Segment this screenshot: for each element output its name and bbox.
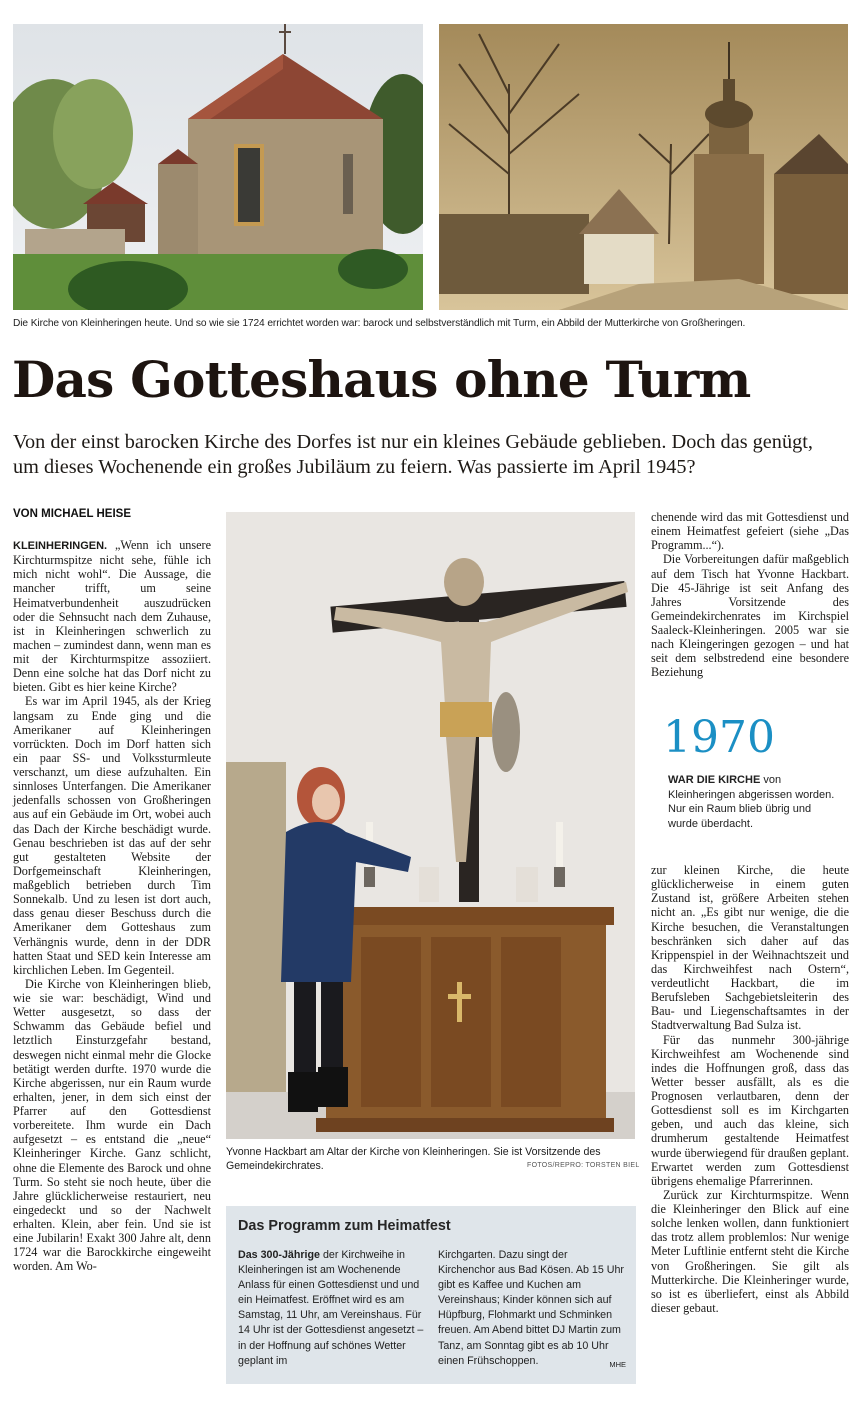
article-column-3-bottom (651, 863, 849, 1315)
factbox-column-2: Kirchgarten. Dazu singt der Kirchenchor aus Bad Kösen. Ab 15 Uhr gibt es Kaffee und Kuchen am Vereinshaus; Kinder können sich auf Hüpfburg, Flohmarkt und Schminken freuen. Am Abend bittet DJ Martin zum Tanz, am Sonntag gibt es ab 10 Uhr einen Frühschoppen. MHE (438, 1248, 626, 1372)
altar-photo (226, 512, 635, 1139)
standfirst: Von der einst barocken Kirche des Dorfes ist nur ein kleines Gebäude geblieben. Doch das genügt, um dieses Wochenende ein großes Jubiläum zu feiern. Was passierte im April 1945? (13, 431, 813, 478)
article-paragraph: Die Kirche von Kleinheringen blieb, wie sie war: beschädigt, Wind und Wetter ausgesetzt, so dass der Schwamm das Gebäude befiel und letztlich Einsturzgefahr bestand, deswegen nicht einmal mehr die Glocke betätigt werden durfte. 1970 wurde die Kirche abgerissen, nur ein Raum wurde erhalten, jener, in dem sich einst der Pfarrer auf den Gottesdienst vorbereitete. Ihm wurde ein Dach aufgesetzt – es entstand die „neue“ Kleinheringer Kirche. Ganz schlicht, ohne die Elemente des Barock und ohne Turm. So steht sie noch heute, über die Jahre glücklicherweise restauriert, neu eingedeckt und so der Nachwelt erhalten. Klein, aber fein. Und sie ist eine Jubilarin! Exakt 300 Jahre alt, denn 1724 war die Barockkirche eingeweiht worden. Am Wo- (13, 976, 211, 1274)
dateline: KLEINHERINGEN. (13, 540, 108, 552)
highlight-lead: WAR DIE KIRCHE (668, 774, 761, 786)
article-paragraph: KLEINHERINGEN. „Wenn ich unsere Kirchturmspitze nicht sehe, fühle ich mich nicht wohl“. Die Aussage, die mancher trifft, um seine Heimatverbundenheit auszudrücken oder die Sehnsucht nach dem Zuhause, ist in Kleinheringen schwerlich zu machen – zumindest dann, wenn man es mit der Kirchturmspitze assoziiert. Denn eine solche hat das Dorf nicht zu bieten. Gibt es hier keine Kirche? (13, 538, 212, 695)
factbox-author: MHE (609, 1359, 626, 1369)
article-paragraph: Für das nunmehr 300-jährige Kirchweihfest am Wochenende sind indes die Hoffnungen groß, dass das Wetter besser ausfällt, als es die Prognosen verlautbaren, denn der Gottesdienst soll es im Kirchgarten geben, und auch das kleine, sich drumherum gestaltende Heimatfest wurde überwiegend für draußen geplant. Erwartet werden zum Gottesdienst übrigens ehemalige Pfarrerinnen. (651, 1032, 849, 1188)
photo-credit: FOTOS/REPRO: TORSTEN BIEL (527, 1162, 640, 1169)
headline: Das Gotteshaus ohne Turm (12, 350, 751, 409)
church-photo-today (13, 24, 423, 310)
article-paragraph: Die Vorbereitungen dafür maßgeblich auf dem Tisch hat Yvonne Hackbart. Die 45-Jährige ist seit Anfang des Jahres Vorsitzende des Gemeindekirchenrates im Kirchspiel Saaleck-Kleinheringen. 2005 war sie nach Kleingeringen gezogen – und hat seit dem selbstredend eine besondere Beziehung (651, 552, 849, 680)
factbox-column-1: Das 300-Jährige der Kirchweihe in Kleinheringen ist am Wochenende Anlass für einen Gottesdienst und und ein Heimatfest. Eröffnet wird es am Samstag, 11 Uhr, am Vereinshaus. Für 14 Uhr ist der Gottesdienst angesetzt – in der Hoffnung auf schönes Wetter geplant im (238, 1249, 424, 1367)
article-paragraph: Es war im April 1945, als der Krieg langsam zu Ende ging und die Amerikaner auf Kleinheringen vorrückten. Doch im Dorf hatten sich ein paar SS- und Volkssturmleute verschanzt, um diese aufzuhalten. Ein sinnloses Unterfangen. Die Amerikaner jedenfalls schossen von Großheringen aus auf ein Gebäude im Ort, wobei auch das Dach der Kirche beschädigt wurde. Genau beschrieben ist das auf der sehr gut gestalteten Website der Dorfgemeinschaft Kleinheringen, maßgeblich betrieben durch Tim Sonnekalb. Und zu lesen ist dort auch, dass genau dieser Beschuss durch die Amerikaner dem Gotteshaus zum Verhängnis wurde, denn in der DDR hatten Staat und SED kein Interesse am kirchlichen Leben. Im Gegenteil. (13, 694, 211, 977)
byline: VON MICHAEL HEISE (13, 508, 131, 520)
article-paragraph: Zurück zur Kirchturmspitze. Wenn die Kleinheringer den Blick auf eine solche lenken wollen, dann funktioniert das trotz allem problemlos: Nur wenige Meter Luftlinie entfernt steht die Kirche von Großheringen. Sie gilt als Mutterkirche. Die Kleinheringer wurde, so ist es überliefert, einst als Abbild dieser gebaut. (651, 1187, 849, 1315)
photo-caption: Yvonne Hackbart am Altar der Kirche von Kleinheringen. Sie ist Vorsitzende des Gemeindekirchrates. (226, 1146, 601, 1172)
article-column-1 (13, 538, 211, 1274)
factbox-title: Das Programm zum Heimatfest (238, 1218, 451, 1234)
church-historic-photo (439, 24, 848, 310)
article-paragraph: zur kleinen Kirche, die heute glücklicherweise in einem guten Zustand ist, größere Arbeiten stehen nicht an. „Es gibt nur wenige, die die Kirche besuchen, die Veranstaltungen beschränken sich daher auf das Krippenspiel in der Weihnachtszeit und das Kirchweihfest nach Ostern“, verdeutlicht Hackbart, die im Berufsleben Sachgebietsleiterin des Bau- und Liegenschaftsamtes in der Stadtverwaltung Bad Sulza ist. (651, 863, 849, 1033)
highlight-text: WAR DIE KIRCHE von Kleinheringen abgerissen worden. Nur ein Raum blieb übrig und wurde überdacht. (668, 774, 835, 830)
highlight-year: 1970 (663, 712, 775, 763)
factbox-lead: Das 300-Jährige (238, 1249, 320, 1261)
article-paragraph: chenende wird das mit Gottesdienst und einem Heimatfest gefeiert (siehe „Das Programm...“). (651, 510, 849, 553)
top-photo-caption: Die Kirche von Kleinheringen heute. Und so wie sie 1724 errichtet worden war: barock und selbstverständlich mit Turm, ein Abbild der Mutterkirche von Großheringen. (13, 318, 746, 329)
article-column-3-top (651, 510, 849, 680)
program-factbox (226, 1206, 636, 1384)
